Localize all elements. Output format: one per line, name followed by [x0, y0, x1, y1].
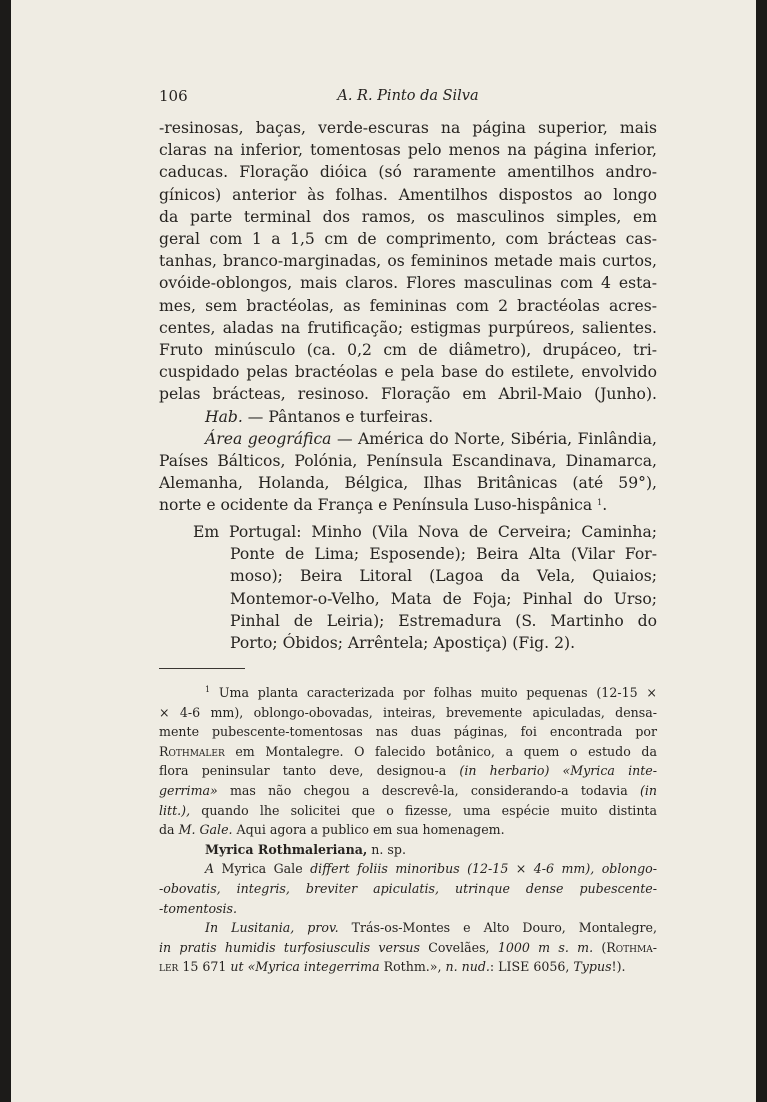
- locality-line: In Lusitania, prov. Trás-os-Montes e Alto Douro, Montalegre,: [205, 920, 657, 936]
- page-number: 106: [159, 87, 188, 105]
- text-line: da parte terminal dos ramos, os masculinos simples, em: [159, 207, 657, 226]
- text-line: Países Bálticos, Polónia, Península Escandinava, Dinamarca,: [159, 452, 657, 471]
- text-line: gínicos) anterior às folhas. Amentilhos dispostos ao longo: [159, 185, 657, 204]
- text-line: Pinhal de Leiria); Estremadura (S. Martinho do: [230, 611, 657, 630]
- text-line: pelas brácteas, resinoso. Floração em Abril-Maio (Junho).: [159, 385, 657, 404]
- text-line: ovóide-oblongos, mais claros. Flores masculinas com 4 esta-: [159, 274, 657, 293]
- text-line: cuspidado pelas bractéolas e pela base do estilete, envolvido: [159, 363, 657, 382]
- habitat-label: Hab.: [205, 407, 243, 426]
- footnote-line: gerrima» mas não chegou a descrevê-la, considerando-a todavia (in: [159, 782, 657, 798]
- footnote: [159, 683, 657, 977]
- text-line: norte e ocidente da França e Península Luso-hispânica $^1$.: [159, 496, 608, 515]
- text-line: Fruto minúsculo (ca. 0,2 cm de diâmetro), drupáceo, tri-: [159, 341, 657, 360]
- text-line: geral com 1 a 1,5 cm de comprimento, com brácteas cas-: [159, 230, 657, 249]
- footnote-line: × 4-6 mm), oblongo-obovadas, inteiras, brevemente apiculadas, densa-: [159, 704, 657, 720]
- footnote-reference: 1: [597, 498, 603, 508]
- footnote-divider: [159, 668, 245, 669]
- text-line: Ponte de Lima; Esposende); Beira Alta (Vilar For-: [230, 545, 657, 564]
- text-line: Montemor-o-Velho, Mata de Foja; Pinhal do Urso;: [230, 589, 657, 608]
- text-line: claras na inferior, tomentosas pelo menos na página inferior,: [159, 141, 657, 160]
- diagnosis-line: A Myrica Gale differt foliis minoribus (12-15 × 4-6 mm), oblongo-: [205, 861, 657, 877]
- footnote-line: flora peninsular tanto deve, designou-a (in herbario) «Myrica inte-: [159, 763, 657, 779]
- diagnosis-line: -tomentosis.: [159, 900, 238, 916]
- footnote-line: Rothmaler em Montalegre. O falecido botânico, a quem o estudo da: [159, 743, 657, 759]
- text-line: Em Portugal: Minho (Vila Nova de Cerveira; Caminha;: [193, 523, 657, 541]
- portugal-distribution: [193, 521, 657, 654]
- text-line: caducas. Floração dióica (só raramente amentilhos andro-: [159, 163, 657, 182]
- locality-line: ler 15 671 ut «Myrica integerrima Rothm.», n. nud.: LISE 6056, Typus!).: [159, 959, 626, 975]
- footnote-line: $^1$ Uma planta caracterizada por folhas muito pequenas (12-15 ×: [205, 685, 657, 700]
- footnote-marker: 1: [205, 685, 211, 694]
- author-name: Rothmaler: [159, 743, 225, 759]
- running-title: A. R. Pinto da Silva: [337, 88, 479, 104]
- locality-line: in pratis humidis turfosiusculis versus Covelães, 1000 m s. m. (Rothma-: [159, 939, 657, 955]
- text-line: mes, sem bractéolas, as femininas com 2 bractéolas acres-: [159, 296, 657, 315]
- species-heading: Myrica Rothmaleriana, n. sp.: [205, 841, 406, 857]
- text-line: centes, aladas na frutificação; estigmas purpúreos, salientes.: [159, 318, 657, 337]
- text-line: -resinosas, baças, verde-escuras na página superior, mais: [159, 119, 657, 137]
- text-line: Alemanha, Holanda, Bélgica, Ilhas Britânicas (até 59°),: [159, 474, 657, 493]
- habitat-line: Hab. — Pântanos e turfeiras.: [205, 407, 434, 426]
- footnote-line: da M. Gale. Aqui agora a publico em sua homenagem.: [159, 822, 505, 838]
- species-name: Myrica Rothmaleriana,: [205, 841, 368, 857]
- description-text: [159, 117, 657, 517]
- footnote-line: litt.), quando lhe solicitei que o fizesse, uma espécie muito distinta: [159, 802, 657, 818]
- area-label: Área geográfica: [205, 429, 332, 448]
- text-line: moso); Beira Litoral (Lagoa da Vela, Quiaios;: [230, 567, 657, 586]
- diagnosis-line: -obovatis, integris, breviter apiculatis, utrinque dense pubescente-: [159, 880, 657, 896]
- area-line: Área geográfica — América do Norte, Sibéria, Finlândia,: [205, 429, 657, 448]
- footnote-line: mente pubescente-tomentosas nas duas páginas, foi encontrada por: [159, 724, 657, 740]
- text-line: Porto; Óbidos; Arrêntela; Apostiça) (Fig. 2).: [230, 634, 576, 653]
- text-line: tanhas, branco-marginadas, os femininos metade mais curtos,: [159, 252, 657, 271]
